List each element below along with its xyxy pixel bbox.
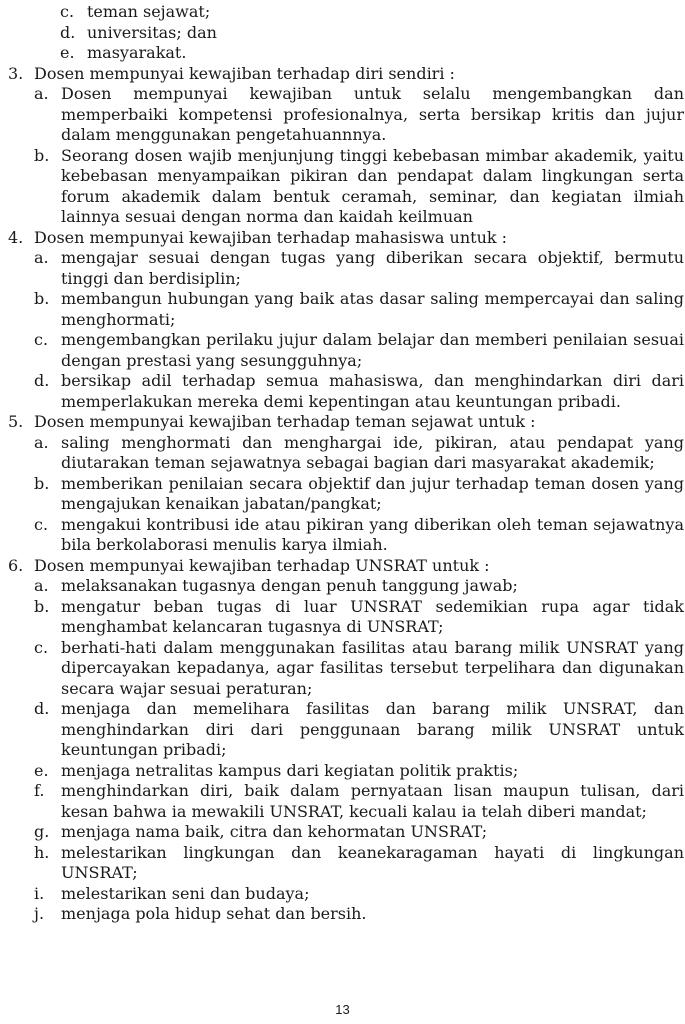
list-item <box>34 330 684 371</box>
list-item <box>34 781 684 822</box>
list-item <box>34 84 684 146</box>
list-item <box>34 843 684 884</box>
item-text: berhati-hati dalam menggunakan fasilitas atau barang milik UNSRAT yang dipercayakan kepadanya, agar fasilitas tersebut terpelihara dan digunakan secara wajar sesuai peraturan; <box>61 637 684 698</box>
item-letter: b. <box>34 473 50 493</box>
item-letter: b. <box>34 289 50 308</box>
list-item <box>60 2 684 23</box>
numbered-section <box>8 64 684 85</box>
list-item <box>34 248 684 289</box>
item-letter: i. <box>34 883 45 903</box>
item-letter: e. <box>34 760 49 780</box>
item-text: menjaga dan memelihara fasilitas dan barang milik UNSRAT, dan menghindarkan diri dari penggunaan barang milik UNSRAT untuk keuntungan pribadi; <box>61 699 684 759</box>
list-item <box>34 576 684 597</box>
section-heading: Dosen mempunyai kewajiban terhadap teman sejawat untuk : <box>34 412 536 431</box>
item-text: menghindarkan diri, baik dalam pernyataan lisan maupun tulisan, dari kesan bahwa ia mewakili UNSRAT, kecuali kalau ia telah diberi mandat; <box>61 781 684 821</box>
item-text: mengatur beban tugas di luar UNSRAT sedemikian rupa agar tidak menghambat kelancaran tugasnya di UNSRAT; <box>61 596 684 636</box>
numbered-section <box>8 412 684 433</box>
item-text: mengakui kontribusi ide atau pikiran yang diberikan oleh teman sejawatnya bila berkolaborasi menulis karya ilmiah. <box>61 514 684 554</box>
item-text: melestarikan lingkungan dan keanekaragaman hayati di lingkungan UNSRAT; <box>61 842 684 882</box>
item-letter: g. <box>34 822 50 841</box>
list-item <box>60 43 684 64</box>
list-item <box>34 904 684 925</box>
item-text: menjaga nama baik, citra dan kehormatan UNSRAT; <box>61 822 488 841</box>
item-text: mengajar sesuai dengan tugas yang diberikan secara objektif, bermutu tinggi dan berdisiplin; <box>61 248 684 288</box>
item-letter: c. <box>60 2 75 21</box>
item-letter: d. <box>34 699 50 718</box>
section-number: 4. <box>8 227 24 247</box>
item-letter: h. <box>34 842 50 862</box>
item-text: masyarakat. <box>87 43 187 62</box>
item-text: universitas; dan <box>87 22 217 42</box>
item-text: Dosen mempunyai kewajiban untuk selalu mengembangkan dan memperbaiki kompetensi profesionalnya, serta bersikap kritis dan jujur dalam menggunakan pengetahuannnya. <box>61 84 684 144</box>
list-item <box>34 515 684 556</box>
item-text: melaksanakan tugasnya dengan penuh tanggung jawab; <box>61 576 518 595</box>
numbered-section <box>8 556 684 577</box>
obligation-list <box>8 2 684 925</box>
item-letter: a. <box>34 84 49 103</box>
item-text: memberikan penilaian secara objektif dan jujur terhadap teman dosen yang mengajukan kenaikan jabatan/pangkat; <box>61 473 684 513</box>
item-letter: j. <box>34 904 45 923</box>
item-text: menjaga netralitas kampus dari kegiatan politik praktis; <box>61 760 519 780</box>
item-letter: d. <box>60 22 76 42</box>
section-heading: Dosen mempunyai kewajiban terhadap mahasiswa untuk : <box>34 227 508 247</box>
item-text: membangun hubungan yang baik atas dasar saling mempercayai dan saling menghormati; <box>61 289 684 329</box>
item-letter: d. <box>34 371 50 390</box>
section-number: 6. <box>8 555 24 575</box>
item-letter: c. <box>34 330 49 349</box>
list-item <box>34 371 684 412</box>
item-text: melestarikan seni dan budaya; <box>61 883 310 903</box>
item-text: menjaga pola hidup sehat dan bersih. <box>61 904 367 923</box>
section-heading: Dosen mempunyai kewajiban terhadap UNSRAT untuk : <box>34 555 490 575</box>
list-item <box>34 433 684 474</box>
list-item <box>34 146 684 228</box>
item-letter: c. <box>34 637 49 657</box>
item-letter: f. <box>34 781 45 800</box>
item-letter: a. <box>34 576 49 595</box>
item-letter: a. <box>34 432 49 452</box>
continued-sublist <box>34 2 684 64</box>
list-item <box>34 699 684 761</box>
item-text: bersikap adil terhadap semua mahasiswa, dan menghindarkan diri dari memperlakukan mereka demi kepentingan atau keuntungan pribadi. <box>61 371 684 411</box>
item-letter: e. <box>60 43 75 62</box>
section-heading: Dosen mempunyai kewajiban terhadap diri sendiri : <box>34 63 455 83</box>
item-text: Seorang dosen wajib menjunjung tinggi kebebasan mimbar akademik, yaitu kebebasan menyampaikan pikiran dan pendapat dalam lingkungan serta forum akademik dalam bentuk ceramah, seminar, dan kegiatan ilmiah lainnya sesuai dengan norma dan kaidah keilmuan <box>61 145 684 226</box>
item-letter: c. <box>34 514 49 534</box>
list-item <box>60 23 684 44</box>
list-item <box>34 638 684 700</box>
list-item <box>34 474 684 515</box>
page-number: 13 <box>335 1002 350 1017</box>
list-item <box>34 761 684 782</box>
list-item <box>34 822 684 843</box>
item-letter: b. <box>34 596 50 616</box>
list-item <box>34 289 684 330</box>
numbered-section <box>8 228 684 249</box>
section-number: 5. <box>8 412 24 431</box>
section-number: 3. <box>8 63 24 83</box>
item-text: saling menghormati dan menghargai ide, pikiran, atau pendapat yang diutarakan teman sejawatnya sebagai bagian dari masyarakat akademik; <box>61 432 684 472</box>
list-item <box>34 884 684 905</box>
item-text: teman sejawat; <box>87 2 211 21</box>
item-text: mengembangkan perilaku jujur dalam belajar dan memberi penilaian sesuai dengan prestasi yang sesungguhnya; <box>61 330 684 370</box>
item-letter: b. <box>34 145 50 165</box>
list-item <box>34 597 684 638</box>
item-letter: a. <box>34 248 49 267</box>
